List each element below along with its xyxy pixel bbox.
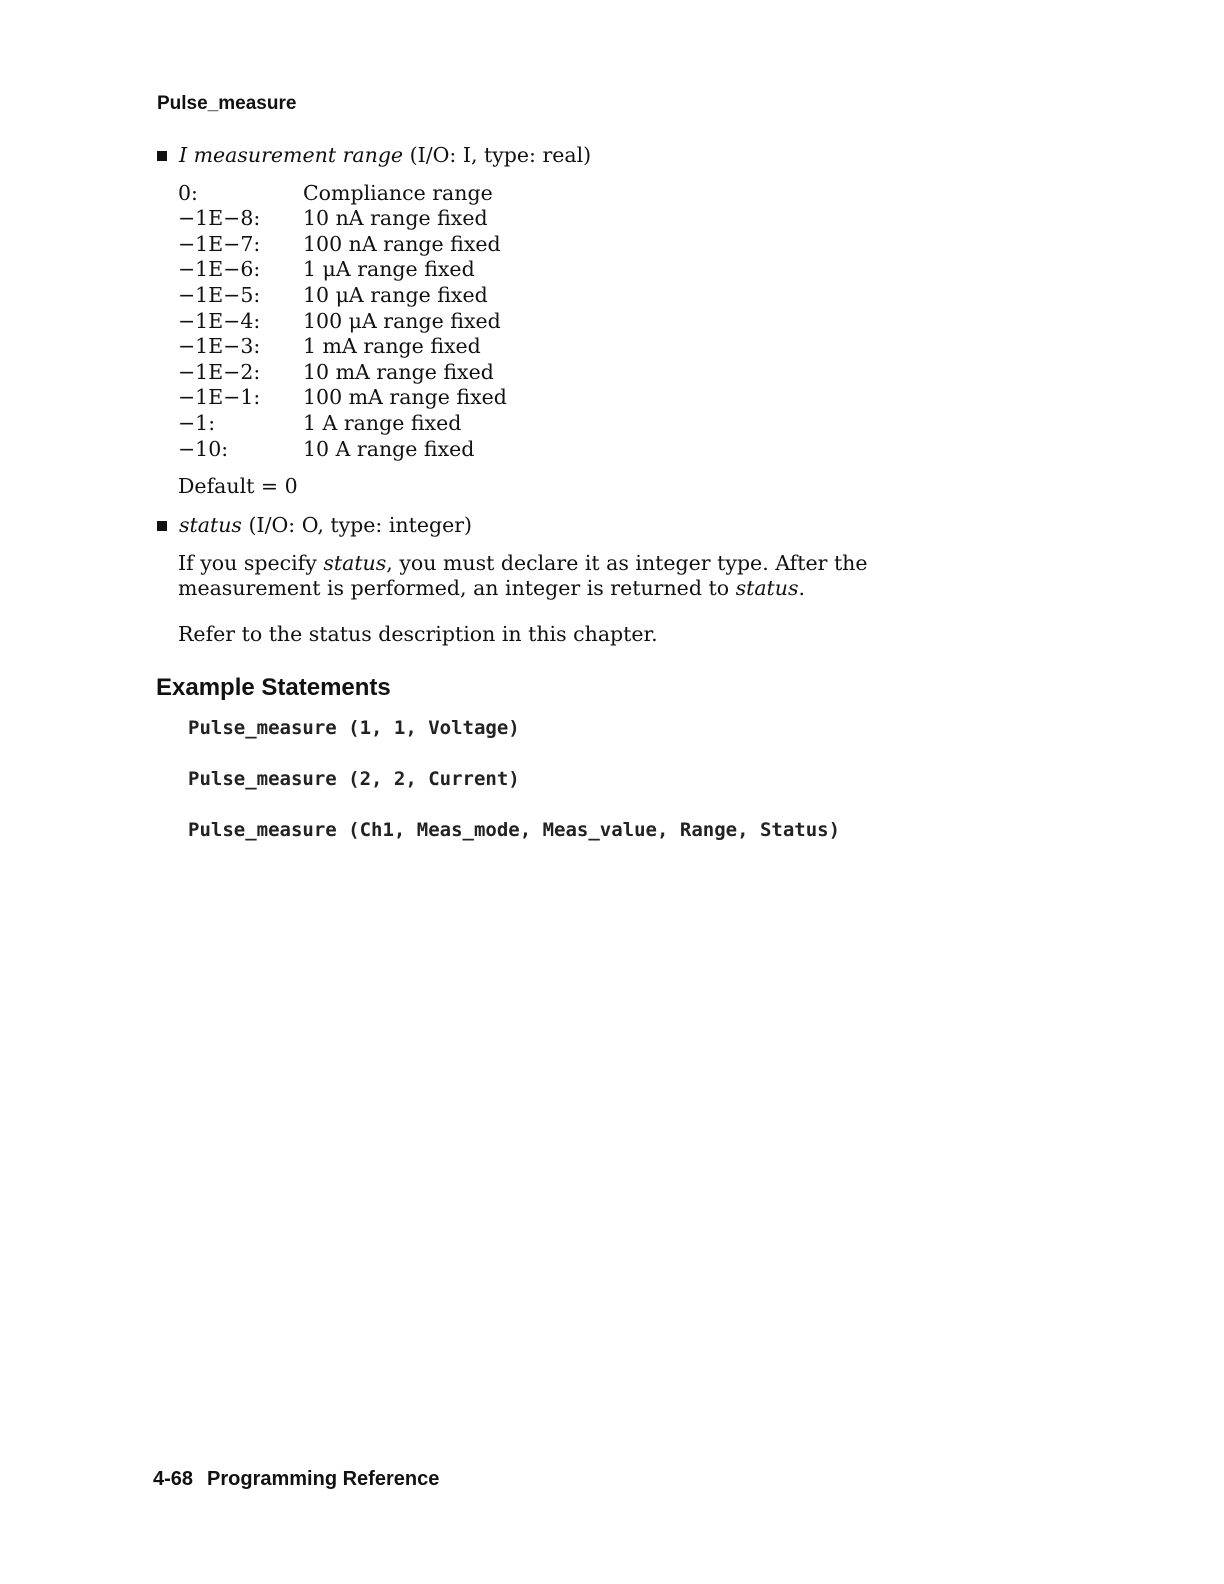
range-desc: 10 A range fixed [303, 436, 475, 461]
range-row [178, 334, 1057, 360]
code-line: Pulse_measure (Ch1, Meas_mode, Meas_value, Range, Status) [188, 819, 841, 841]
range-row [178, 206, 1057, 232]
range-code: −1E−4: [178, 308, 261, 333]
range-parameter-name: I measurement range [179, 143, 404, 167]
range-row [178, 232, 1057, 258]
page-footer [153, 1468, 439, 1491]
status-parameter-name: status [179, 513, 242, 537]
footer-title: Programming Reference [207, 1468, 440, 1490]
range-code: −1E−7: [178, 231, 261, 256]
range-code: −10: [178, 436, 229, 461]
range-code: −1E−1: [178, 385, 261, 410]
range-row [178, 411, 1057, 437]
status-term: status [323, 550, 387, 575]
range-row [178, 360, 1057, 386]
range-desc: Compliance range [303, 180, 493, 205]
range-parameter-heading [157, 143, 1057, 169]
range-table [178, 181, 1057, 463]
range-desc: 10 mA range fixed [303, 359, 494, 384]
square-bullet-icon [157, 151, 167, 161]
range-code: −1E−6: [178, 257, 261, 282]
range-desc: 1 mA range fixed [303, 334, 481, 359]
status-term: status [735, 576, 799, 601]
range-row [178, 181, 1057, 207]
code-line: Pulse_measure (2, 2, Current) [188, 768, 520, 790]
range-desc: 100 mA range fixed [303, 385, 507, 410]
text-run: , you must declare it as integer type. After the measurement is performed, an integer is returned to [178, 550, 868, 601]
text-run: . [798, 576, 806, 601]
default-value: Default = 0 [178, 474, 298, 499]
range-row [178, 283, 1057, 309]
range-code: −1E−5: [178, 282, 261, 307]
example-code-block [188, 716, 840, 869]
status-description [178, 551, 998, 602]
status-parameter-spec: (I/O: O, type: integer) [248, 513, 473, 537]
example-statements-heading: Example Statements [156, 674, 391, 701]
range-row [178, 385, 1057, 411]
running-head: Pulse_measure [157, 93, 297, 114]
range-parameter-spec: (I/O: I, type: real) [409, 143, 592, 167]
code-line: Pulse_measure (1, 1, Voltage) [188, 717, 520, 739]
range-row [178, 257, 1057, 283]
range-desc: 10 nA range fixed [303, 206, 488, 231]
status-reference-note: Refer to the status description in this chapter. [178, 622, 658, 647]
range-row [178, 437, 1057, 463]
range-code: −1: [178, 410, 216, 435]
range-code: 0: [178, 180, 198, 205]
range-parameter [157, 143, 1057, 500]
square-bullet-icon [157, 521, 167, 531]
page-number: 4-68 [153, 1468, 194, 1490]
range-desc: 100 μA range fixed [303, 308, 501, 333]
text-run: If you specify [178, 550, 324, 575]
range-code: −1E−8: [178, 206, 261, 231]
range-code: −1E−2: [178, 359, 261, 384]
range-code: −1E−3: [178, 334, 261, 359]
range-desc: 100 nA range fixed [303, 231, 501, 256]
range-desc: 1 μA range fixed [303, 257, 475, 282]
status-parameter [157, 513, 1057, 668]
range-row [178, 309, 1057, 335]
status-parameter-heading [157, 513, 1057, 539]
range-desc: 1 A range fixed [303, 410, 462, 435]
range-desc: 10 μA range fixed [303, 282, 488, 307]
